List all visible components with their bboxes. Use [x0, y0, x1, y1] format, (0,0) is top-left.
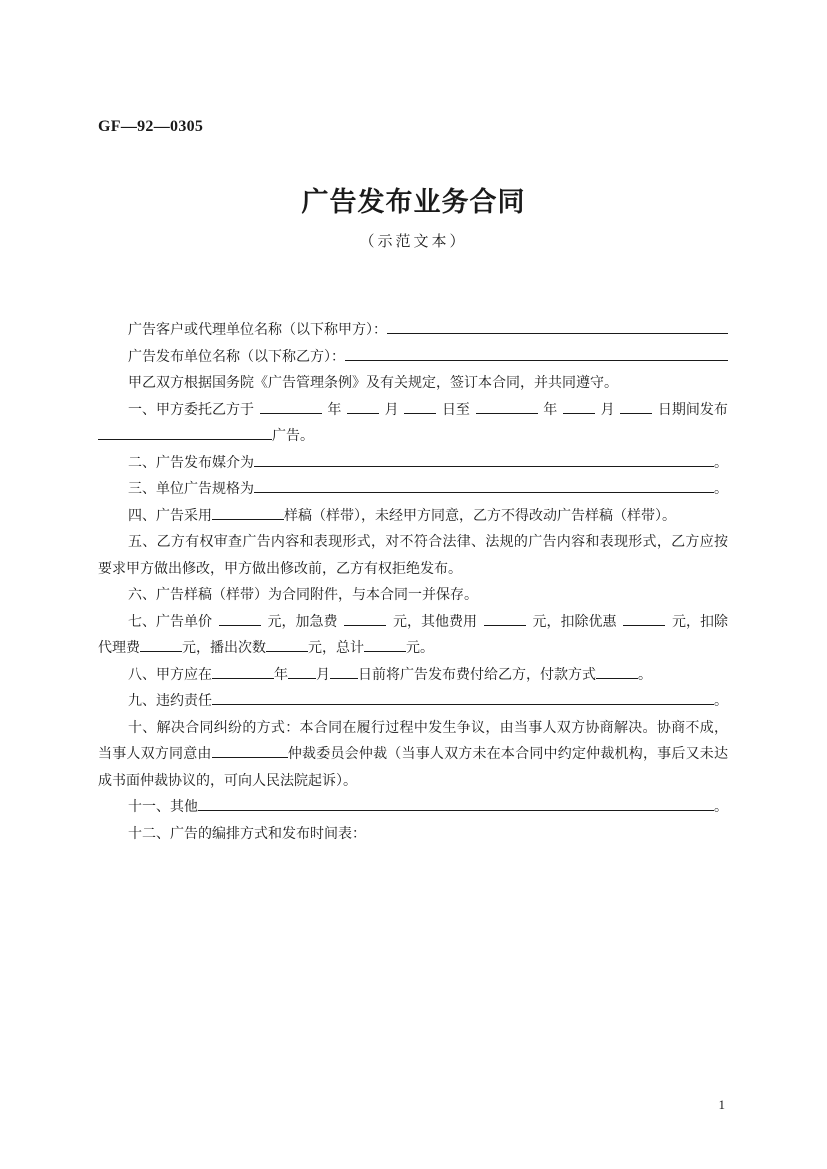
- clause-1: [98, 397, 728, 424]
- clause-1-month-2: 月: [600, 401, 615, 418]
- clause-9-period: 。: [714, 693, 728, 709]
- pay-month-blank[interactable]: [288, 664, 316, 679]
- document-code: GF—92—0305: [98, 118, 204, 135]
- clause-2-period: 。: [714, 454, 728, 471]
- discount-blank[interactable]: [623, 611, 665, 626]
- rush-fee-label: 元，加急费: [267, 613, 338, 630]
- clause-12: [98, 821, 728, 848]
- arbitration-blank[interactable]: [212, 743, 288, 758]
- clause-1-month: 月: [384, 401, 399, 418]
- deduct-label: 元，扣除: [672, 613, 728, 630]
- clause-party-a: [98, 317, 728, 344]
- clause-3: [98, 476, 728, 503]
- clause-4-text: 四、广告采用: [128, 507, 212, 524]
- party-a-blank[interactable]: [387, 319, 728, 334]
- clause-party-b: [98, 344, 728, 371]
- clause-7-end: 元。: [406, 640, 434, 656]
- other-fee-label: 元，其他费用: [393, 613, 477, 630]
- clause-9: [98, 688, 728, 715]
- start-month-blank[interactable]: [347, 399, 379, 414]
- pay-year-blank[interactable]: [212, 664, 274, 679]
- clause-1-cont: [98, 423, 728, 450]
- clause-1-text: 一、甲方委托乙方于: [128, 401, 254, 418]
- page-number: 1: [718, 1097, 725, 1112]
- pay-day-blank[interactable]: [330, 664, 358, 679]
- start-year-blank[interactable]: [260, 399, 322, 414]
- intro-text: 甲乙双方根据国务院《广告管理条例》及有关规定，签订本合同，并共同遵守。: [128, 375, 618, 391]
- unit-price-blank[interactable]: [219, 611, 261, 626]
- end-month-blank[interactable]: [563, 399, 595, 414]
- clause-12-text: 十二、广告的编排方式和发布时间表：: [128, 825, 366, 842]
- clause-2: [98, 450, 728, 477]
- clause-11: [98, 794, 728, 821]
- clause-8-end: 。: [638, 666, 652, 683]
- ad-name-blank[interactable]: [98, 425, 272, 440]
- discount-label: 元，扣除优惠: [532, 613, 617, 630]
- clause-8-text: 八、甲方应在: [128, 666, 212, 683]
- payment-method-blank[interactable]: [596, 664, 638, 679]
- other-fee-blank[interactable]: [484, 611, 526, 626]
- agency-fee-label: 代理费: [98, 640, 140, 656]
- clause-8-month: 月: [316, 666, 330, 683]
- document-subtitle: （示范文本）: [359, 232, 468, 250]
- clause-2-text: 二、广告发布媒介为: [128, 454, 254, 471]
- document-title: 广告发布业务合同: [301, 187, 526, 218]
- clause-8: [98, 662, 728, 689]
- clause-8-text-2: 日前将广告发布费付给乙方，付款方式: [358, 666, 596, 683]
- clause-3-text: 三、单位广告规格为: [128, 481, 254, 497]
- party-b-label: 广告发布单位名称（以下称乙方）：: [128, 348, 345, 365]
- clause-8-year: 年: [274, 666, 288, 683]
- clause-1-to: 日至: [441, 401, 470, 418]
- clause-4: [98, 503, 728, 530]
- clause-7-cont: [98, 635, 728, 662]
- clause-5: 五、乙方有权审查广告内容和表现形式，对不符合法律、法规的广告内容和表现形式，乙方应按要求甲方做出修改，甲方做出修改前，乙方有权拒绝发布。: [98, 534, 728, 577]
- clause-1-year-2: 年: [543, 401, 558, 418]
- media-blank[interactable]: [254, 452, 714, 467]
- liability-blank[interactable]: [212, 690, 714, 705]
- agency-fee-blank[interactable]: [140, 637, 182, 652]
- clause-6: [98, 582, 728, 609]
- party-b-blank[interactable]: [345, 346, 728, 361]
- party-a-label: 广告客户或代理单位名称（以下称甲方）：: [128, 322, 387, 338]
- end-day-blank[interactable]: [620, 399, 652, 414]
- sample-blank[interactable]: [212, 505, 284, 520]
- broadcast-count-blank[interactable]: [266, 637, 308, 652]
- clause-4-text-2: 样稿（样带），未经甲方同意，乙方不得改动广告样稿（样带）。: [284, 507, 676, 524]
- clause-10-text: 十、解决合同纠纷的方式：本合同在履行过程中发生争议，由当事人双方协商解决。协商不成，当事人双方同意由: [98, 719, 728, 762]
- clause-11-period: 。: [714, 799, 728, 815]
- clause-1-period: 日期间发布: [657, 401, 728, 418]
- clause-3-period: 。: [714, 481, 728, 497]
- total-label: 元，总计: [308, 640, 364, 656]
- total-blank[interactable]: [364, 637, 406, 652]
- other-blank[interactable]: [198, 796, 714, 811]
- clause-intro: [98, 370, 728, 397]
- clause-9-text: 九、违约责任: [128, 693, 212, 709]
- clause-6-text: 六、广告样稿（样带）为合同附件，与本合同一并保存。: [128, 587, 478, 603]
- broadcast-count-label: 元，播出次数: [182, 640, 266, 656]
- clause-10: [98, 715, 728, 795]
- start-day-blank[interactable]: [404, 399, 436, 414]
- clause-1-end: 广告。: [272, 428, 314, 444]
- spec-blank[interactable]: [254, 478, 714, 493]
- clause-11-text: 十一、其他: [128, 799, 198, 815]
- contract-body: [98, 317, 728, 847]
- end-year-blank[interactable]: [476, 399, 538, 414]
- rush-fee-blank[interactable]: [344, 611, 386, 626]
- clause-10-text-2: 仲裁委员会仲裁（当事人双方未在本合同中约定仲裁机构，事后又未达成书面仲裁协议的，可向人民法院起诉）。: [98, 746, 728, 789]
- unit-price-label: 七、广告单价: [128, 613, 212, 630]
- clause-7: [98, 609, 728, 636]
- clause-1-year: 年: [327, 401, 342, 418]
